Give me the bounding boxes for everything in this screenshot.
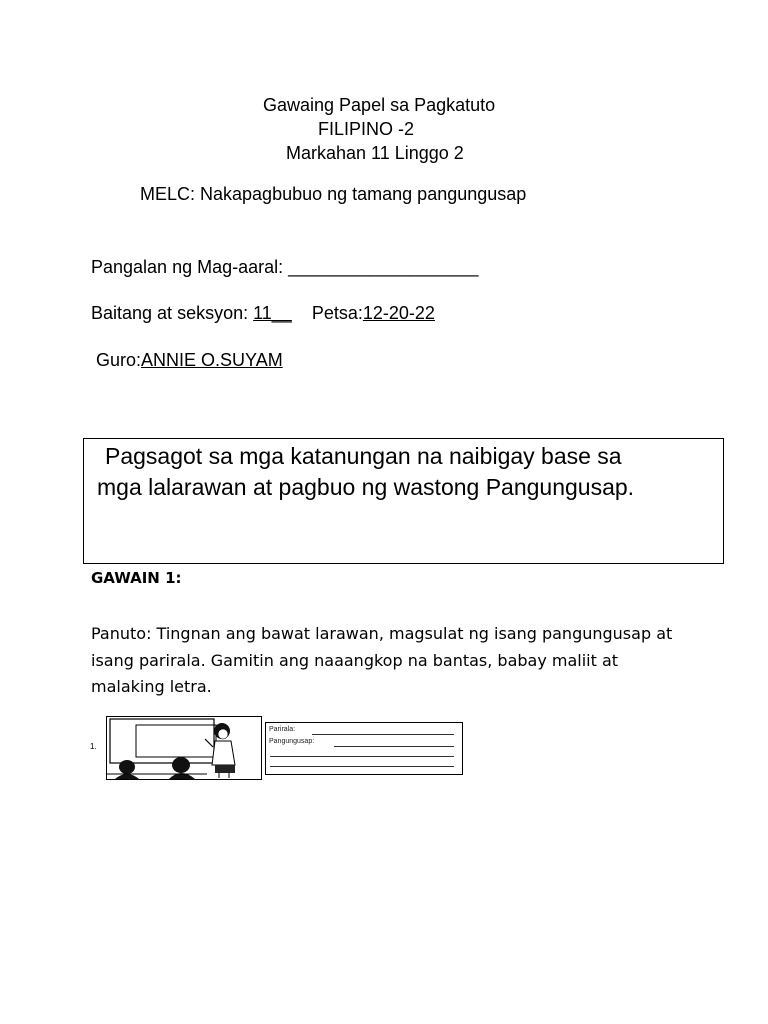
item-number: 1. [90,742,97,751]
sentence-answer-line-1[interactable] [334,746,454,747]
student-name-label: Pangalan ng Mag-aaral: [91,257,289,277]
quarter-week-label: Markahan 11 Linggo 2 [286,143,464,163]
sentence-label: Pangungusap: [269,738,315,745]
date-label: Petsa: [311,303,363,323]
grade-date-row [91,303,435,324]
activity-directions [91,621,672,701]
melc-label: MELC: Nakapagbubuo ng tamang pangungusap [140,184,527,204]
grade-label: Baitang at seksyon: [91,303,254,323]
directions-line-1: Panuto: Tingnan ang bawat larawan, magsulat ng isang pangungusap at [91,624,673,643]
sentence-answer-line-3[interactable] [270,766,454,767]
subject-label: FILIPINO -2 [318,119,415,139]
activity-title: GAWAIN 1: [91,569,182,587]
directions-line-2: isang parirala. Gamitin ang naaangkop na bantas, babay maliit at [91,650,619,670]
teacher-label: Guro: [96,350,142,370]
classroom-drawing-icon [107,717,261,779]
phrase-label: Parirala: [269,726,296,733]
worksheet-title: Gawaing Papel sa Pagkatuto [263,95,496,115]
student-name-row [91,257,478,278]
teacher-value: ANNIE O.SUYAM [141,350,283,370]
teacher-row [96,350,283,371]
grade-value: 11__ [253,303,292,323]
classroom-illustration [106,716,262,780]
instruction-line-2: mga lalarawan at pagbuo ng wastong Pangungusap. [97,474,635,500]
student-name-blank[interactable]: ___________________ [288,257,479,277]
directions-line-3: malaking letra. [91,677,212,696]
instruction-text [97,441,634,503]
phrase-answer-line[interactable] [312,734,454,735]
sentence-answer-line-2[interactable] [270,756,454,757]
answer-box [265,722,463,775]
instruction-line-1: Pagsagot sa mga katanungan na naibigay base sa [105,443,622,469]
instruction-box [83,438,724,564]
date-value: 12-20-22 [362,303,435,323]
